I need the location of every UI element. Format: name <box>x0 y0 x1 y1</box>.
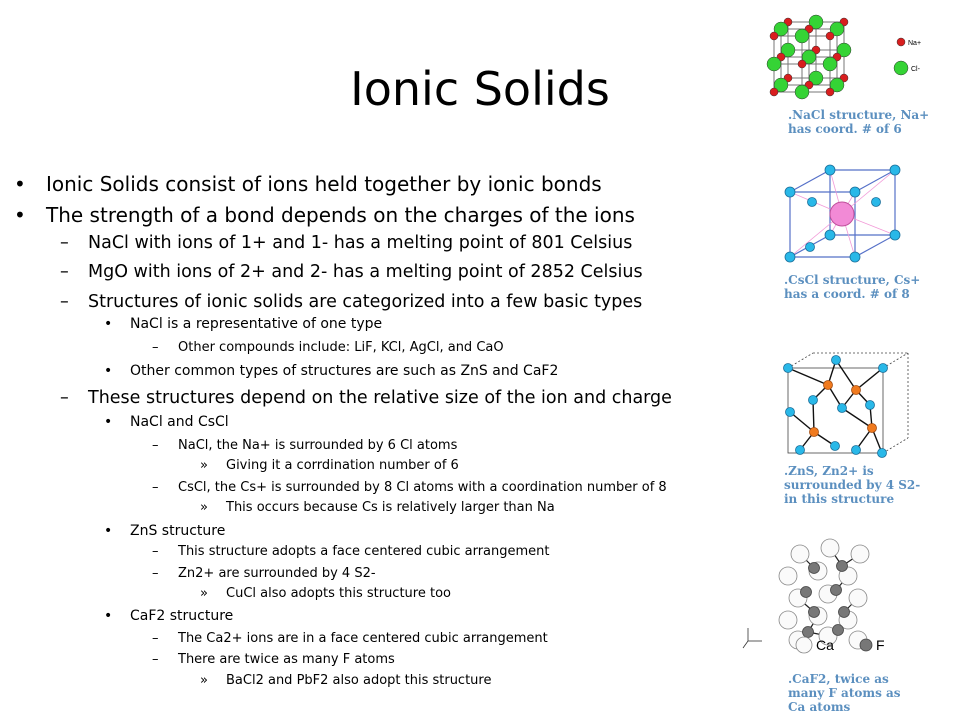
bullet-marker: – <box>60 292 69 312</box>
na-ion <box>770 32 778 40</box>
f-ion <box>839 607 850 618</box>
bullet-marker: – <box>152 652 159 667</box>
zn-s-bond <box>842 408 872 428</box>
box-edge <box>788 368 883 453</box>
bullet-text-level-4: NaCl, the Na+ is surrounded by 6 Cl atoms <box>178 438 458 453</box>
bullet-marker: – <box>152 438 159 453</box>
ca-legend-dot <box>796 637 812 653</box>
bullet-text-level-4: CsCl, the Cs+ is surrounded by 8 Cl atoms with a coordination number of 8 <box>178 480 667 495</box>
f-legend-label: F <box>876 637 885 653</box>
cl-ion <box>795 85 809 99</box>
caf2-structure-figure <box>742 536 902 661</box>
axis-line <box>743 641 748 648</box>
caption-line: .CaF2, twice as <box>788 672 889 686</box>
s2-ion <box>784 364 793 373</box>
caption-line: Ca atoms <box>788 700 851 714</box>
s2-ion <box>852 446 861 455</box>
bullet-text-level-4: The Ca2+ ions are in a face centered cubic arrangement <box>178 631 548 646</box>
bullet-text-level-5: This occurs because Cs is relatively larger than Na <box>226 500 555 515</box>
cl-ion <box>825 165 835 175</box>
caption-line: has a coord. # of 8 <box>784 287 910 301</box>
bullet-marker: » <box>200 586 208 601</box>
bullet-marker: • <box>104 523 113 539</box>
cube-edge <box>855 170 895 192</box>
bullet-text-level-1: Ionic Solids consist of ions held together by ionic bonds <box>46 172 602 196</box>
cl-ion <box>808 198 817 207</box>
cl-ion <box>795 29 809 43</box>
na-legend-dot <box>897 38 905 46</box>
ca-ion <box>779 611 797 629</box>
na-ion <box>770 88 778 96</box>
caption-line: many F atoms as <box>788 686 901 700</box>
cl-legend-dot <box>894 61 908 75</box>
cube-edge <box>855 235 895 257</box>
cube-edge <box>790 170 830 192</box>
s2-ion <box>832 356 841 365</box>
zn-ion <box>810 428 819 437</box>
cscl-caption <box>784 273 920 301</box>
bullet-text-level-2: MgO with ions of 2+ and 2- has a melting point of 2852 Celsius <box>88 262 643 282</box>
f-ion <box>809 607 820 618</box>
ca-ion <box>851 545 869 563</box>
cl-ion <box>890 165 900 175</box>
f-ion <box>809 563 820 574</box>
bullet-marker: – <box>152 480 159 495</box>
s2-ion <box>796 446 805 455</box>
nacl-caption <box>788 108 929 136</box>
ca-ion <box>791 545 809 563</box>
nacl-structure-figure <box>758 2 958 107</box>
ca-ion <box>779 567 797 585</box>
cl-ion <box>890 230 900 240</box>
cl-ion <box>767 57 781 71</box>
bullet-text-level-4: Zn2+ are surrounded by 4 S2- <box>178 566 376 581</box>
f-ion <box>831 585 842 596</box>
s2-ion <box>786 408 795 417</box>
bullet-marker: – <box>152 566 159 581</box>
zn-s-bond <box>836 360 856 390</box>
bullet-text-level-1: The strength of a bond depends on the charges of the ions <box>46 203 635 227</box>
bullet-text-level-4: There are twice as many F atoms <box>178 652 395 667</box>
bullet-marker: » <box>200 458 208 473</box>
slide-title: Ionic Solids <box>350 62 610 116</box>
cl-ion <box>850 252 860 262</box>
cl-ion <box>872 198 881 207</box>
s2-ion <box>879 364 888 373</box>
cl-ion <box>850 187 860 197</box>
s2-ion <box>838 404 847 413</box>
caption-line: .ZnS, Zn2+ is <box>784 464 874 478</box>
f-ion <box>833 625 844 636</box>
cscl-structure-figure <box>780 162 910 272</box>
bullet-marker: • <box>104 316 113 332</box>
caption-line: has coord. # of 6 <box>788 122 902 136</box>
caption-line: in this structure <box>784 492 895 506</box>
bullet-marker: • <box>104 608 113 624</box>
bullet-text-level-3: NaCl is a representative of one type <box>130 316 383 332</box>
cl-legend-label: Cl- <box>911 66 920 73</box>
bullet-text-level-5: CuCl also adopts this structure too <box>226 586 451 601</box>
cl-ion <box>823 57 837 71</box>
zn-s-bond <box>856 368 883 390</box>
cl-ion <box>825 230 835 240</box>
caption-line: .NaCl structure, Na+ <box>788 108 930 122</box>
caption-line: surrounded by 4 S2- <box>784 478 921 492</box>
cl-ion <box>806 243 815 252</box>
bullet-text-level-2: These structures depend on the relative size of the ion and charge <box>88 388 672 408</box>
bullet-marker: – <box>60 262 69 282</box>
f-ion <box>837 561 848 572</box>
f-ion <box>803 627 814 638</box>
caf2-caption <box>788 672 901 714</box>
box-edge <box>883 438 908 453</box>
ca-legend-label: Ca <box>816 637 834 653</box>
bullet-text-level-3: CaF2 structure <box>130 608 234 624</box>
zns-caption <box>784 464 920 506</box>
bullet-text-level-2: NaCl with ions of 1+ and 1- has a melting point of 801 Celsius <box>88 233 633 253</box>
s2-ion <box>866 401 875 410</box>
cl-ion <box>785 252 795 262</box>
zn-ion <box>868 424 877 433</box>
cs-ion <box>830 202 854 226</box>
zn-s-bond <box>788 368 828 385</box>
bullet-marker: • <box>104 363 113 379</box>
bullet-marker: – <box>152 544 159 559</box>
bullet-text-level-5: BaCl2 and PbF2 also adopt this structure <box>226 673 492 688</box>
bullet-marker: • <box>104 414 113 430</box>
f-legend-dot <box>860 639 872 651</box>
ca-ion <box>821 539 839 557</box>
f-ion <box>801 587 812 598</box>
bullet-marker: – <box>152 631 159 646</box>
bullet-text-level-4: Other compounds include: LiF, KCl, AgCl, and CaO <box>178 340 504 355</box>
caption-line: .CsCl structure, Cs+ <box>784 273 921 287</box>
zn-ion <box>824 381 833 390</box>
na-ion <box>798 60 806 68</box>
bullet-text-level-2: Structures of ionic solids are categorized into a few basic types <box>88 292 643 312</box>
bullet-marker: » <box>200 673 208 688</box>
bullet-text-level-3: ZnS structure <box>130 523 226 539</box>
zn-ion <box>852 386 861 395</box>
s2-ion <box>809 396 818 405</box>
bullet-marker: • <box>14 172 26 196</box>
s2-ion <box>831 442 840 451</box>
bullet-text-level-3: Other common types of structures are such as ZnS and CaF2 <box>130 363 559 379</box>
bullet-text-level-4: This structure adopts a face centered cubic arrangement <box>178 544 550 559</box>
bullet-marker: – <box>152 340 159 355</box>
bullet-marker: • <box>14 203 26 227</box>
bullet-marker: – <box>60 233 69 253</box>
na-ion <box>826 88 834 96</box>
na-legend-label: Na+ <box>908 40 922 47</box>
bullet-marker: » <box>200 500 208 515</box>
bullet-text-level-5: Giving it a corrdination number of 6 <box>226 458 459 473</box>
zns-structure-figure <box>778 350 918 460</box>
ca-ion <box>849 589 867 607</box>
s2-ion <box>878 449 887 458</box>
bullet-text-level-3: NaCl and CsCl <box>130 414 229 430</box>
bullet-marker: – <box>60 388 69 408</box>
na-ion <box>826 32 834 40</box>
cl-ion <box>785 187 795 197</box>
